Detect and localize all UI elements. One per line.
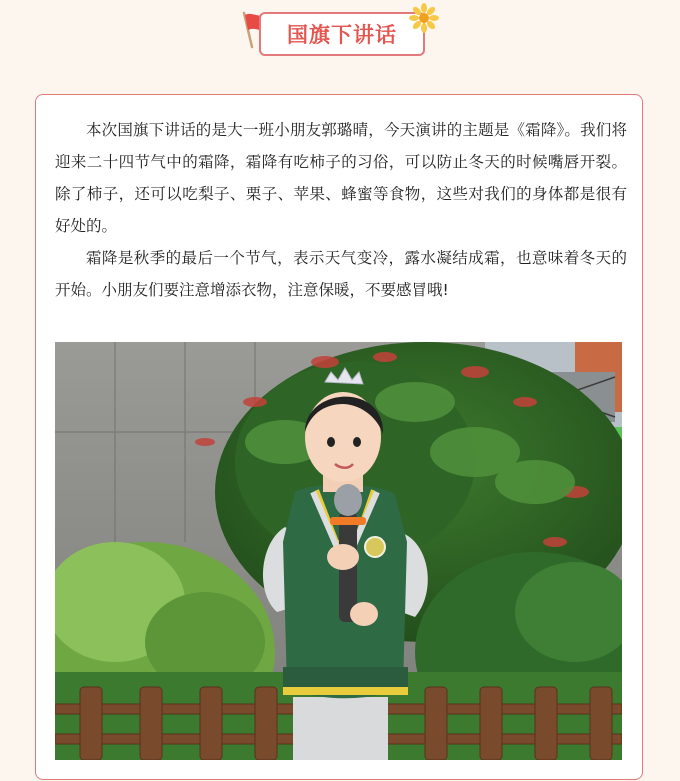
header-banner: [0, 0, 680, 70]
paragraph-1: 本次国旗下讲话的是大一班小朋友郭璐晴，今天演讲的主题是《霜降》。我们将迎来二十四节气中的霜降，霜降有吃柿子的习俗，可以防止冬天的时候嘴唇开裂。除了柿子，还可以吃梨子、栗子、苹果、蜂蜜等食物，这些对我们的身体都是很有好处的。: [55, 121, 627, 235]
article-body: [55, 114, 627, 306]
sunflower-icon: [409, 3, 439, 33]
speech-photo: [55, 342, 622, 760]
title-box: [259, 12, 425, 56]
page-title: 国旗下讲话: [287, 23, 397, 47]
paragraph-2: 霜降是秋季的最后一个节气，表示天气变冷，露水凝结成霜，也意味着冬天的开始。小朋友们要注意增添衣物，注意保暖，不要感冒哦!: [55, 249, 627, 299]
